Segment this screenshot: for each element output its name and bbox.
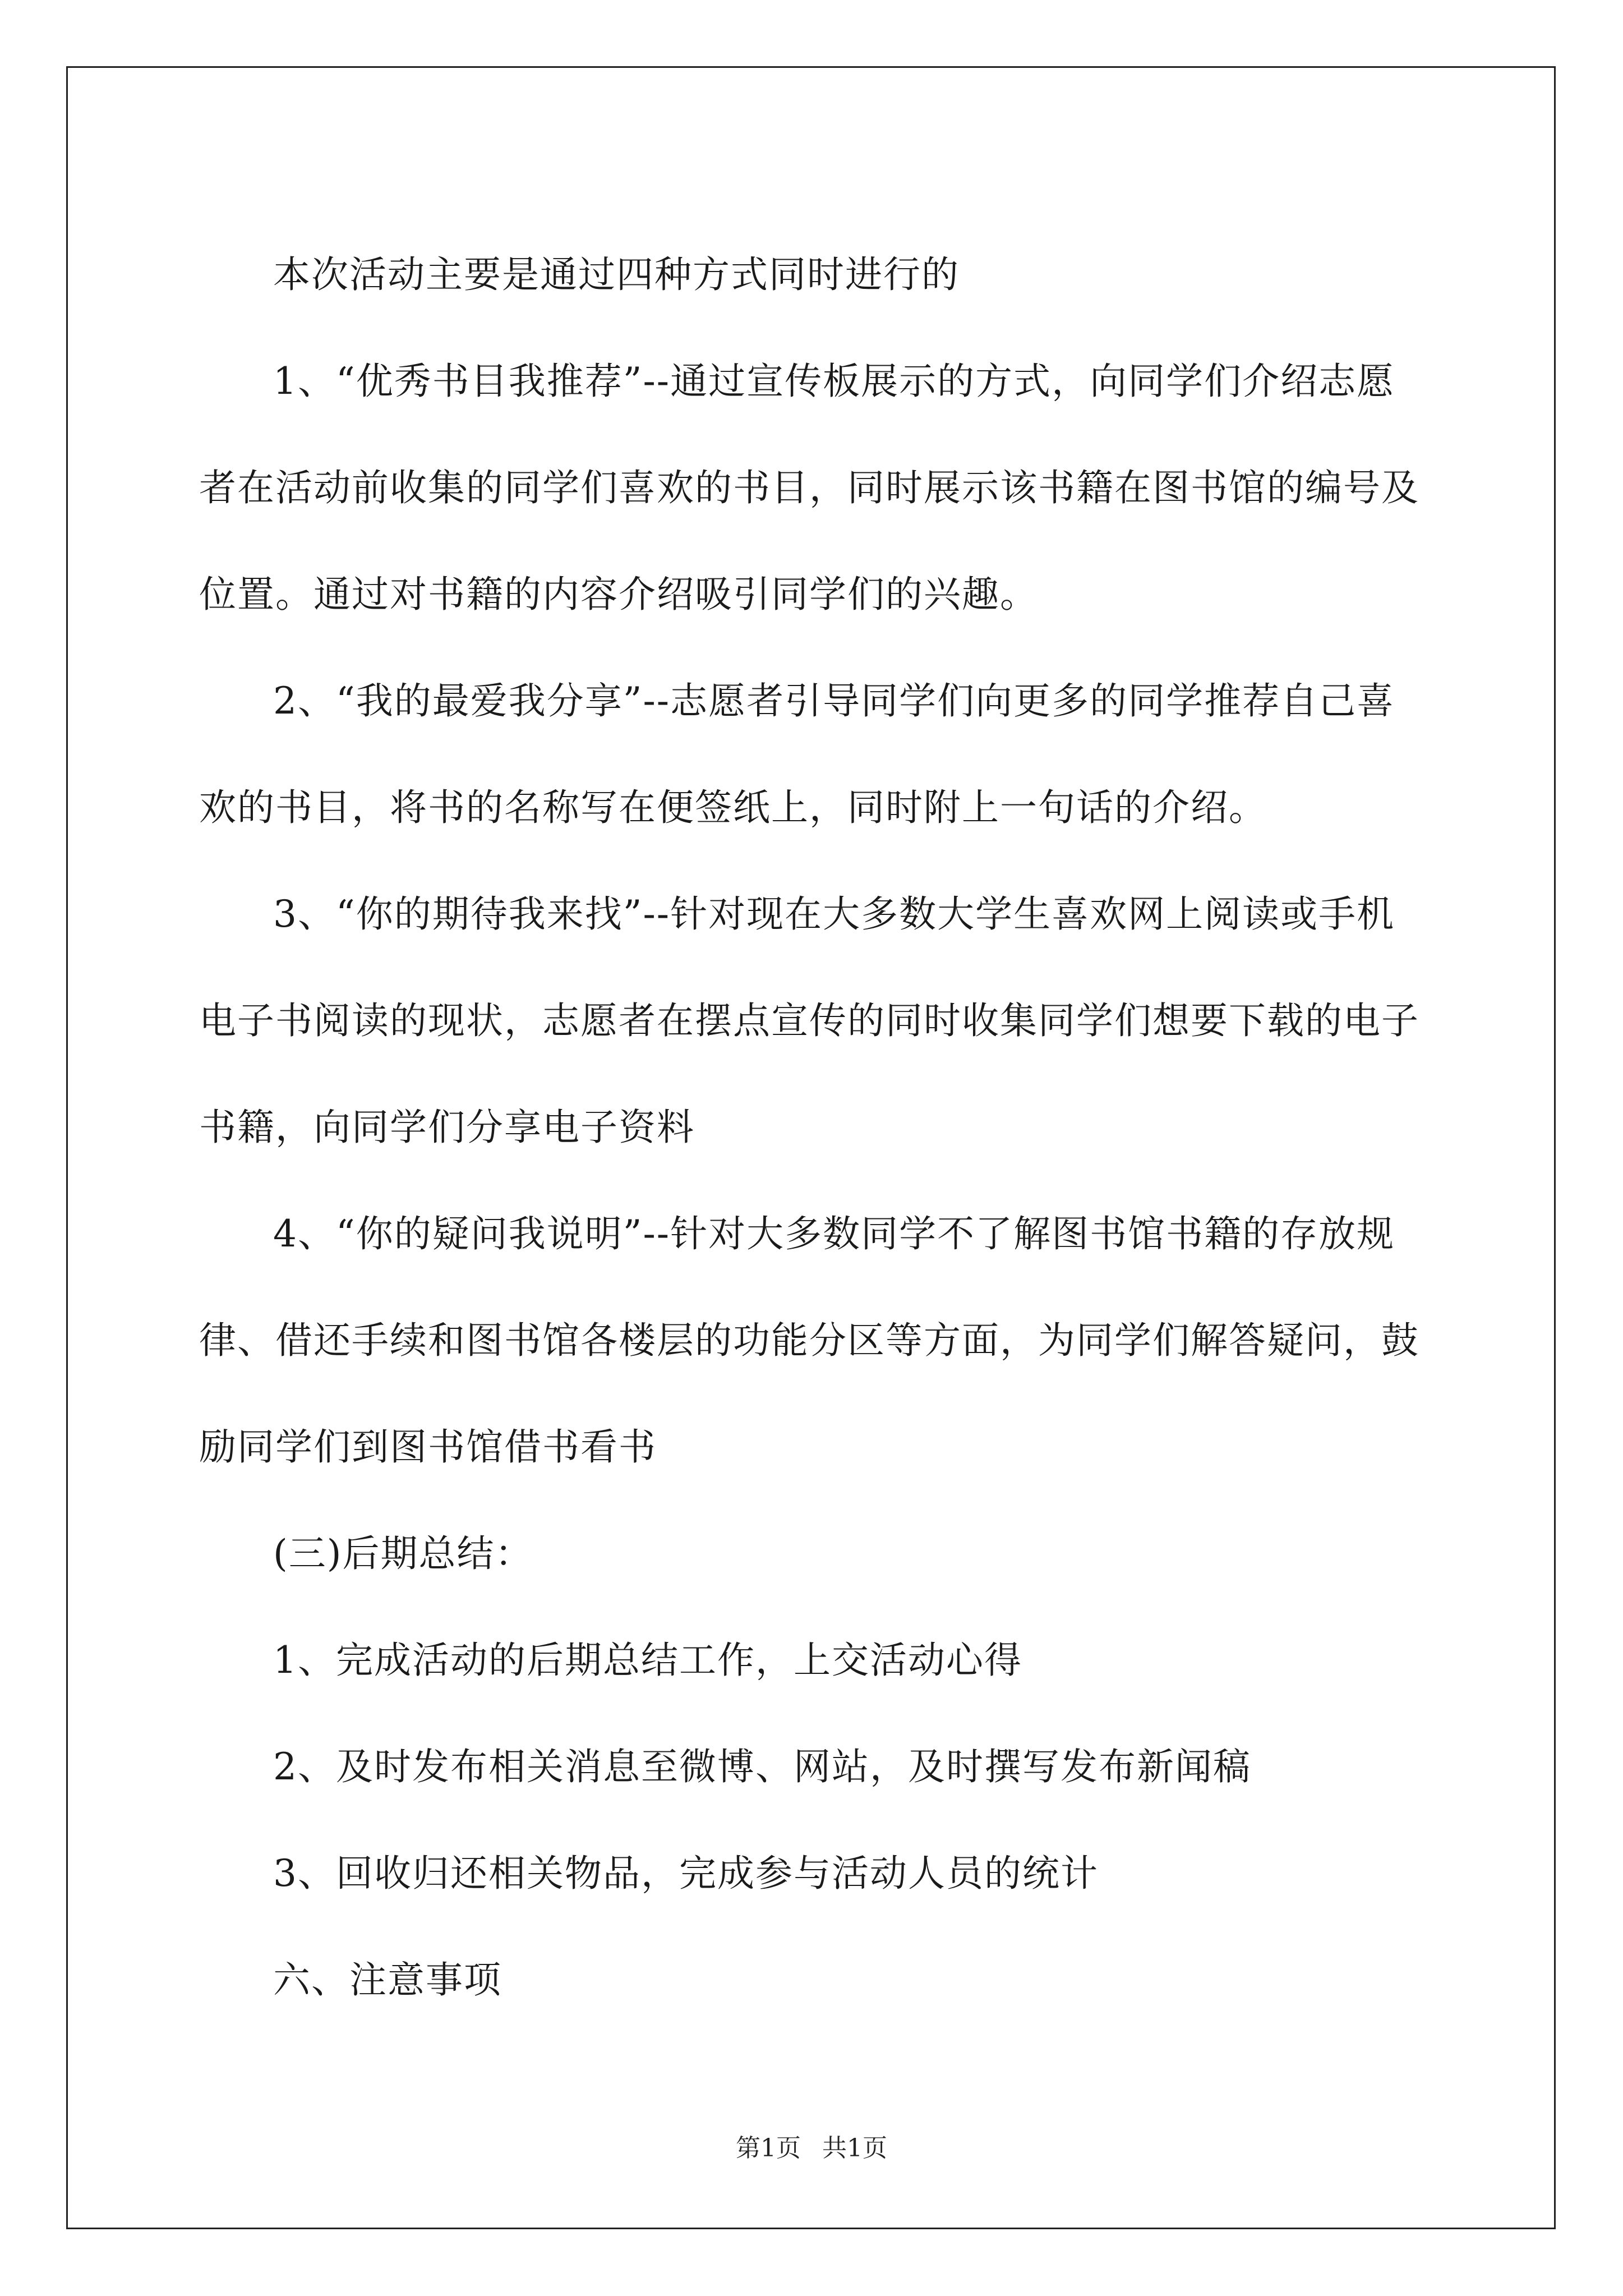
section-heading-summary: (三)后期总结：: [273, 1532, 533, 1575]
paragraph-item-1: 1、“优秀书目我推荐”--通过宣传板展示的方式，向同学们介绍志愿者在活动前收集的同学们喜欢的书目，同时展示该书籍在图书馆的编号及位置。通过对书籍的内容介绍吸引同学们的兴趣。: [199, 360, 1419, 616]
paragraph-summary-1: 1、完成活动的后期总结工作，上交活动心得: [273, 1639, 1022, 1682]
paragraph-item-2: 2、“我的最爱我分享”--志愿者引导同学们向更多的同学推荐自己喜欢的书目，将书的名称写在便签纸上，同时附上一句话的介绍。: [199, 679, 1395, 829]
section-heading-notes: 六、注意事项: [273, 1958, 502, 2001]
paragraph-item-4: 4、“你的疑问我说明”--针对大多数同学不了解图书馆书籍的存放规律、借还手续和图书馆各楼层的功能分区等方面，为同学们解答疑问，鼓励同学们到图书馆借书看书: [199, 1212, 1419, 1469]
paragraph-item-3: 3、“你的期待我来找”--针对现在大多数大学生喜欢网上阅读或手机电子书阅读的现状，志愿者在摆点宣传的同时收集同学们想要下载的电子书籍，向同学们分享电子资料: [199, 892, 1419, 1149]
page-footer: [0, 2132, 1623, 2165]
page-number-total: 共1页: [822, 2134, 887, 2162]
page-number-current: 第1页: [736, 2134, 801, 2162]
document-body: [199, 222, 1427, 2033]
paragraph-summary-2: 2、及时发布相关消息至微博、网站，及时撰写发布新闻稿: [273, 1745, 1251, 1788]
paragraph-intro: 本次活动主要是通过四种方式同时进行的: [273, 253, 960, 296]
paragraph-summary-3: 3、回收归还相关物品，完成参与活动人员的统计: [273, 1852, 1099, 1895]
